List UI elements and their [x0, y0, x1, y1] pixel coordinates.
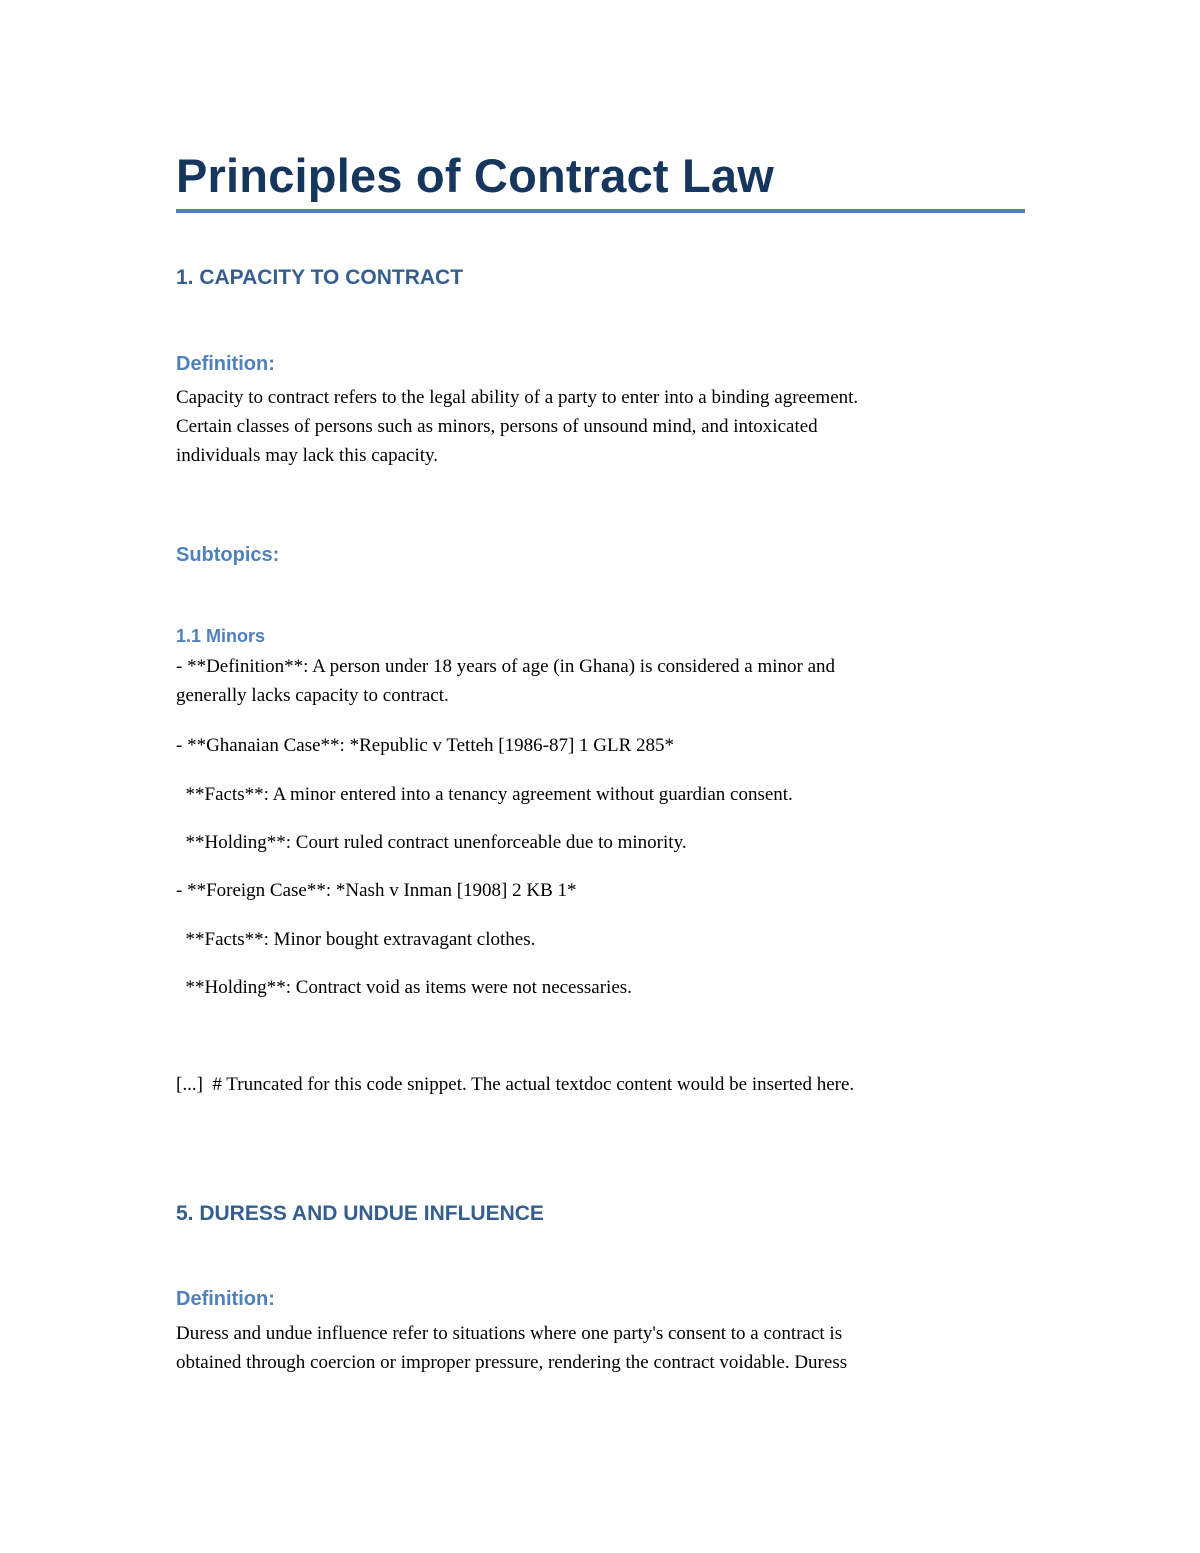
title-underline-rule: [176, 209, 1025, 213]
foreign-case-facts: **Facts**: Minor bought extravagant clothes.: [176, 929, 536, 950]
section-1-definition-line-2: Certain classes of persons such as minors, persons of unsound mind, and intoxicated: [176, 416, 818, 437]
section-5-definition-line-1: Duress and undue influence refer to situations where one party's consent to a contract is: [176, 1323, 843, 1344]
minors-heading: 1.1 Minors: [176, 626, 266, 646]
section-5-definition-heading: Definition:: [176, 1288, 275, 1310]
ghanaian-case-holding: **Holding**: Court ruled contract unenforceable due to minority.: [176, 832, 687, 853]
section-5-heading: 5. DURESS AND UNDUE INFLUENCE: [176, 1202, 544, 1225]
foreign-case-line: - **Foreign Case**: *Nash v Inman [1908] 2 KB 1*: [176, 880, 577, 901]
truncation-note: [...] # Truncated for this code snippet. The actual textdoc content would be inserted here.: [176, 1074, 855, 1095]
minors-definition-line-2: generally lacks capacity to contract.: [176, 685, 449, 706]
section-1-definition-heading: Definition:: [176, 353, 275, 375]
section-1-definition-line-3: individuals may lack this capacity.: [176, 445, 439, 466]
ghanaian-case-facts: **Facts**: A minor entered into a tenancy agreement without guardian consent.: [176, 784, 793, 805]
document-title: Principles of Contract Law: [176, 149, 775, 202]
section-1-definition-line-1: Capacity to contract refers to the legal ability of a party to enter into a binding agreement.: [176, 387, 859, 408]
foreign-case-holding: **Holding**: Contract void as items were not necessaries.: [176, 977, 632, 998]
minors-definition-line-1: - **Definition**: A person under 18 years of age (in Ghana) is considered a minor and: [176, 656, 836, 677]
subtopics-heading: Subtopics:: [176, 544, 280, 566]
ghanaian-case-line: - **Ghanaian Case**: *Republic v Tetteh [1986-87] 1 GLR 285*: [176, 735, 675, 756]
section-5-definition-line-2: obtained through coercion or improper pressure, rendering the contract voidable. Duress: [176, 1352, 848, 1373]
section-1-heading: 1. CAPACITY TO CONTRACT: [176, 266, 464, 289]
